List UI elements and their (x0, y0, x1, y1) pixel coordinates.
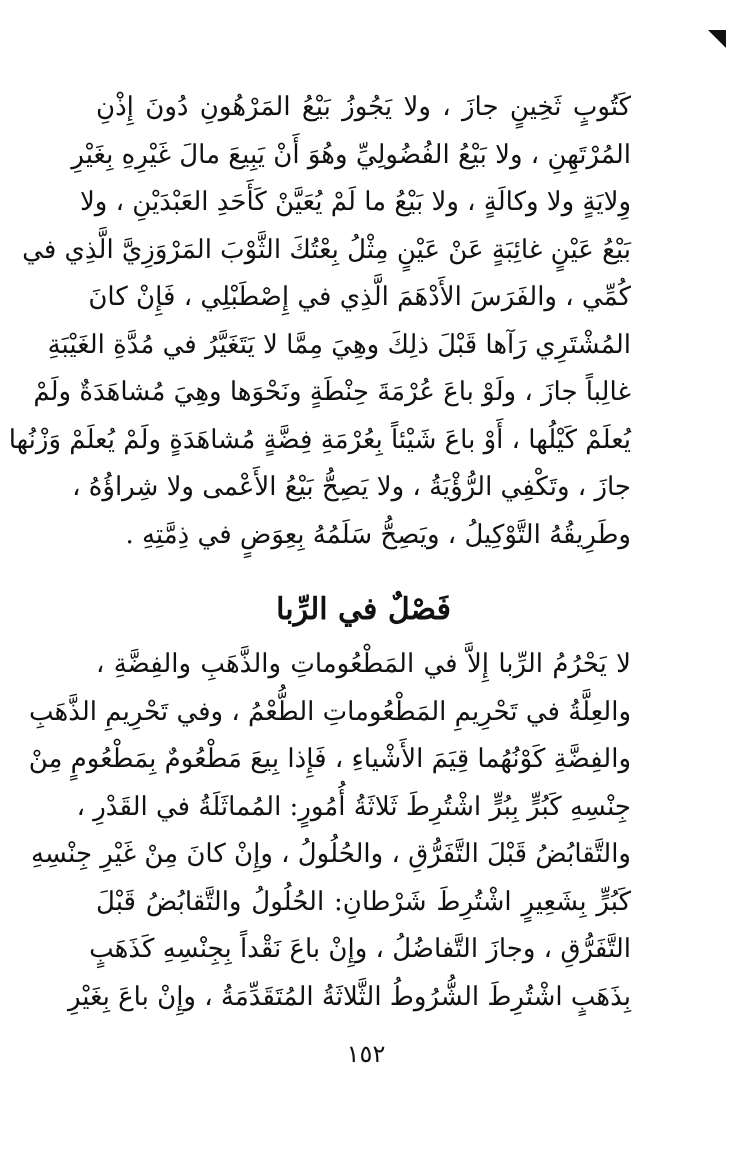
text-line: كُمِّي ، والفَرَسَ الأَدْهَمَ الَّذِي في إِصْطَبْلِي ، فَإِنْ كانَ (88, 282, 631, 312)
text-line: كَبُرٍّ بِشَعِيرٍ اشْتُرِطَ شَرْطانِ: الحُلُولُ والتَّقابُضُ قَبْلَ (96, 886, 631, 917)
text-line: والعِلَّةُ في تَحْرِيمِ المَطْعُوماتِ الطُّعْمُ ، وفي تَحْرِيمِ الذَّهَبِ (28, 696, 631, 727)
text-line: لا يَحْرُمُ الرِّبا إِلاَّ في المَطْعُوماتِ والذَّهَبِ والفِضَّةِ ، (96, 649, 631, 679)
text-line: والتَّقابُضُ قَبْلَ التَّفَرُّقِ ، والحُلُولُ ، وإِنْ كانَ مِنْ غَيْرِ جِنْسِهِ (30, 839, 631, 869)
text-line: وِلايَةٍ ولا وكالَةٍ ، ولا بَيْعُ ما لَمْ يُعَيَّنْ كَأَحَدِ العَبْدَيْنِ ، ولا (79, 187, 631, 217)
text-line: يُعلَمْ كَيْلُها ، أَوْ باعَ شَيْئاً بِعُرْمَةِ فِضَّةٍ مُشاهَدَةٍ ولَمْ يُعلَمْ وَزْنُها (8, 424, 631, 455)
text-line: وطَرِيقُهُ التَّوْكِيلُ ، ويَصِحُّ سَلَمُهُ بِعِوَضٍ في ذِمَّتِهِ . (125, 519, 631, 550)
section-heading: فَصْلٌ في الرِّبا (276, 592, 451, 627)
page-number: ١٥٢ (346, 1040, 386, 1068)
paragraph-sale-conditions (8, 84, 631, 559)
text-line: التَّفَرُّقِ ، وجازَ التَّفاضُلُ ، وإِنْ باعَ نَقْداً بِجِنْسِهِ كَذَهَبٍ (89, 934, 631, 964)
text-line: كَتُوبٍ ثَخِينٍ جازَ ، ولا يَجُوزُ بَيْعُ المَرْهُونِ دُونَ إِذْنِ (96, 92, 631, 122)
corner-triangle-mark (708, 30, 726, 48)
text-line: جازَ ، وتَكْفِي الرُّؤْيَةُ ، ولا يَصِحُّ بَيْعُ الأَعْمى ولا شِراؤُهُ ، (72, 472, 631, 502)
text-line: المُرْتَهِنِ ، ولا بَيْعُ الفُضُولِيِّ وهُوَ أَنْ يَبِيعَ مالَ غَيْرِهِ بِغَيْرِ (71, 139, 631, 170)
paragraph-riba (28, 641, 631, 1021)
text-line: والفِضَّةِ كَوْنُهُما قِيَمَ الأَشْياءِ ، فَإِذا بِيعَ مَطْعُومٌ بِمَطْعُومٍ مِنْ (28, 744, 631, 774)
text-line: بِذَهَبٍ اشْتُرِطَ الشُّرُوطُ الثَّلاثَةُ المُتَقَدِّمَةُ ، وإِنْ باعَ بِغَيْرِ (67, 981, 631, 1012)
text-line: بَيْعُ عَيْنٍ غائِبَةٍ عَنْ عَيْنٍ مِثْلُ بِعْتُكَ الثَّوْبَ المَرْوَزِيَّ الَّذِي في (22, 234, 631, 265)
text-line: المُشْتَرِي رَآها قَبْلَ ذلِكَ وهِيَ مِمَّا لا يَتَغَيَّرُ في مُدَّةِ الغَيْبَةِ (47, 329, 631, 360)
text-line: غالِباً جازَ ، ولَوْ باعَ عُرْمَةَ حِنْطَةٍ ونَحْوَها وهِيَ مُشاهَدَةٌ ولَمْ (33, 377, 631, 407)
text-line: جِنْسِهِ كَبُرٍّ بِبُرٍّ اشْتُرِطَ ثَلاثَةُ أُمُورٍ: المُماثَلَةُ في القَدْرِ ، (76, 791, 631, 822)
